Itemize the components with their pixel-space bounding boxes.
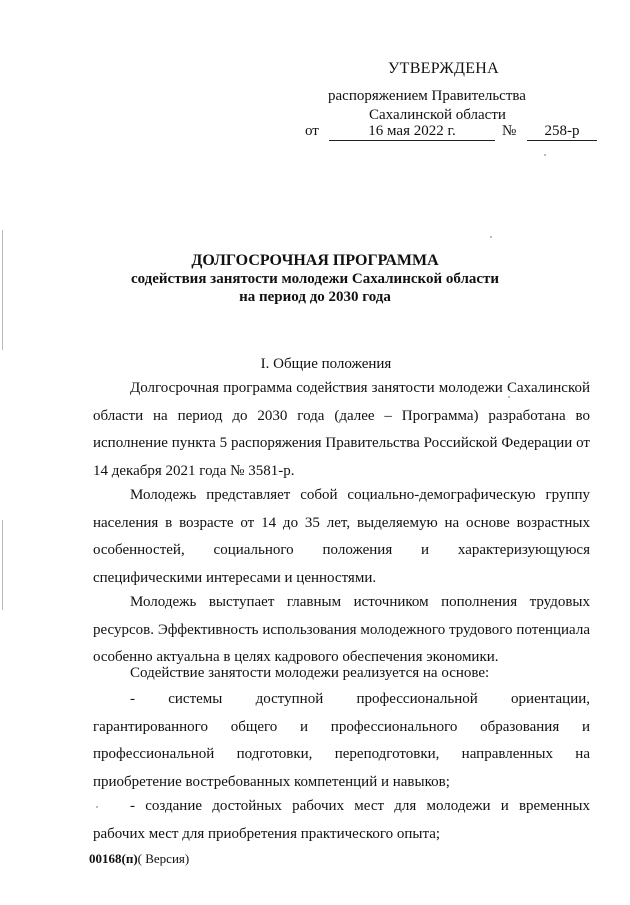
scan-speck	[96, 806, 98, 808]
number-label: №	[502, 123, 517, 139]
document-version: ( Версия)	[137, 851, 190, 866]
paragraph-5: - системы доступной профессиональной ориентации, гарантированного общего и профессионального образования и профессиональной подготовки, переподготовки, направленных на приобретение востребованных компетенций и навыков;	[93, 691, 590, 790]
scan-edge-mark	[2, 520, 3, 610]
section-heading: I. Общие положения	[260, 356, 392, 372]
scan-speck	[490, 236, 492, 238]
program-subtitle-2: на период до 2030 года	[239, 289, 391, 305]
paragraph-1: Долгосрочная программа содействия занятости молодежи Сахалинской области на период до 2030 года (далее – Программа) разработана во исполнение пункта 5 распоряжения Правительства Российской Федерации от 14 декабря 2021 года № 3581-р.	[93, 380, 590, 479]
document-footer	[89, 851, 189, 867]
document-code: 00168(п)	[89, 851, 138, 866]
from-label: от	[305, 123, 319, 139]
scan-speck	[508, 396, 510, 398]
paragraph-4: Содействие занятости молодежи реализуется на основе:	[130, 665, 490, 681]
scan-edge-mark	[2, 230, 3, 350]
decree-date: 16 мая 2022 г.	[329, 123, 495, 141]
paragraph-2: Молодежь представляет собой социально-демографическую группу населения в возрасте от 14 до 35 лет, выделяемую на основе возрастных особенностей, социального положения и характеризующуюся специфическими интересами и ценностями.	[93, 487, 590, 586]
paragraph-6: - создание достойных рабочих мест для молодежи и временных рабочих мест для приобретения практического опыта;	[93, 798, 590, 842]
decree-date-row	[305, 123, 600, 143]
decree-line-2: Сахалинской области	[369, 107, 506, 123]
program-subtitle-1: содействия занятости молодежи Сахалинской области	[130, 271, 500, 287]
paragraph-3: Молодежь выступает главным источником пополнения трудовых ресурсов. Эффективность использования молодежного трудового потенциала особенно актуальна в целях кадрового обеспечения экономики.	[93, 594, 590, 665]
decree-number: 258-р	[527, 123, 597, 141]
decree-line-1: распоряжением Правительства	[328, 88, 526, 104]
scan-speck	[544, 154, 546, 156]
program-title: ДОЛГОСРОЧНАЯ ПРОГРАММА	[191, 252, 439, 269]
approved-label: УТВЕРЖДЕНА	[388, 60, 500, 77]
